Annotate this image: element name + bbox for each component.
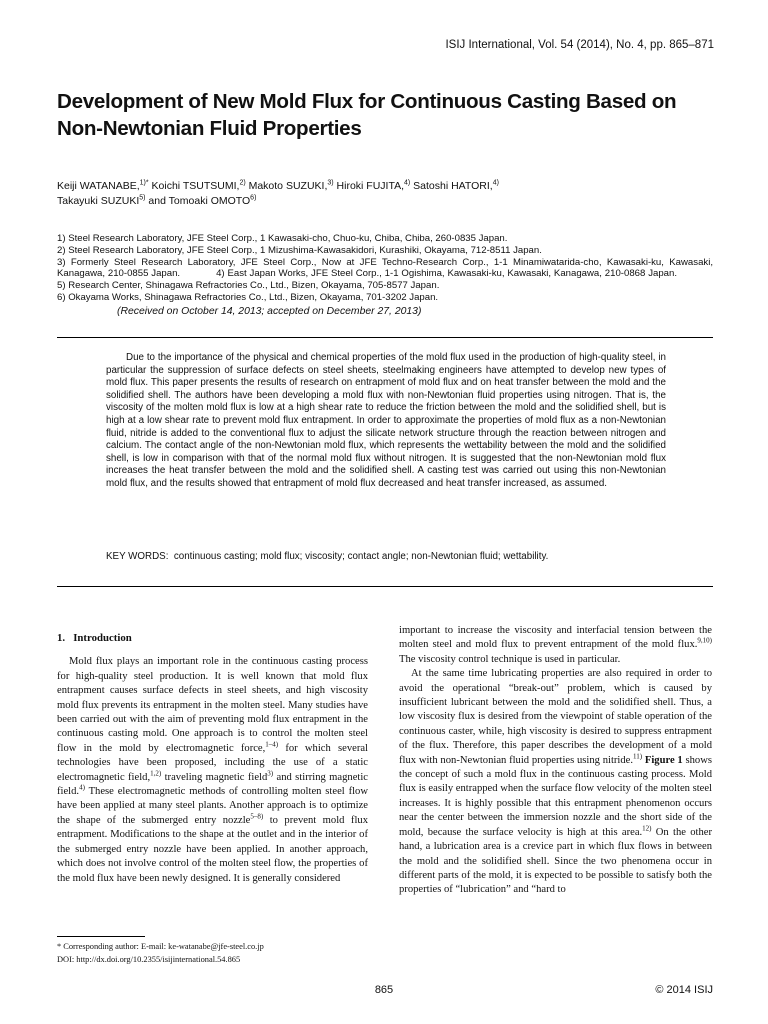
received-dates: (Received on October 14, 2013; accepted on December 27, 2013) xyxy=(117,306,422,317)
paragraph-text: At the same time lubricating properties are also required in order to avoid the operational “break-out” problem, which is caused by insufficient lubricant between the mold and the solidified shell. Thus, a low viscosity flux is desired from the viewpoint of stable operation of the continuous caster, while, high viscosity is desired to suppress entrapment of the flux. Therefore, this paper describes the development of a mold flux with non-Newtonian fluid properties using nitride. xyxy=(399,668,712,766)
journal-reference: ISIJ International, Vol. 54 (2014), No. 4, pp. 865–871 xyxy=(445,39,714,51)
paragraph-text: The viscosity control technique is used in particular. xyxy=(399,653,621,665)
paragraph-text: to prevent mold flux entrapment. Modifications to the shape at the outlet and in the interior of the submerged entry nozzle have been applied. In another approach, which does not involve control of the molten steel flow, the properties of the mold flux have been newly designed. It is generally considered xyxy=(57,814,368,884)
author-name: and Tomoaki OMOTO xyxy=(145,194,251,207)
corresponding-author-note: * Corresponding author: E-mail: ke-watanabe@jfe-steel.co.jp xyxy=(57,942,264,951)
body-paragraph xyxy=(399,624,712,667)
author-affiliation-mark: 4) xyxy=(492,179,499,187)
author-name: Keiji WATANABE, xyxy=(57,180,140,192)
author-name: Hiroki FUJITA, xyxy=(333,180,404,192)
section-heading-introduction: 1. Introduction xyxy=(57,632,132,644)
abstract-bottom-rule xyxy=(57,586,713,587)
keywords-text: continuous casting; mold flux; viscosity; contact angle; non-Newtonian fluid; wettability. xyxy=(173,551,549,562)
citation: 12) xyxy=(642,824,652,833)
paper-title: Development of New Mold Flux for Continuous Casting Based on Non-Newtonian Fluid Properties xyxy=(57,90,677,140)
abstract: Due to the importance of the physical and chemical properties of the mold flux used in the production of high-quality steel, in particular the suppression of surface defects on steel sheets, steelmaking engineers have attempted to develop new types of mold flux. This paper presents the results of research on entrapment of mold flux and on heat transfer between the mold and the solidified shell. The authors have been developing a mold flux with non-Newtonian fluid properties using nitrogen. That is, the viscosity of the molten mold flux is low at a high shear rate to reduce the friction between the mold and the solidified shell, but is high at a low shear rate to prevent mold flux entrapment. In order to approximate the properties of mold flux as a non-Newtonian fluid, nitride is added to the conventional flux to adjust the silicate network structure through the reaction between nitrogen and calcium. The contact angle of the non-Newtonian mold flux, which represents the wettability between the mold and the solidified shell, is low in comparison with that of the normal mold flux without nitrogen. It is suggested that the non-Newtonian mold flux increases the heat transfer between the mold and the solidified shell. A casting test was carried out using this non-Newtonian mold flux, and the results showed that entrapment of mold flux decreased and heat transfer increased, as assumed. xyxy=(106,352,666,489)
citation: 1,2) xyxy=(150,769,162,778)
affiliation: 1) Steel Research Laboratory, JFE Steel Corp., 1 Kawasaki-cho, Chuo-ku, Chiba, Chiba, 260-0835 Japan. xyxy=(57,233,508,244)
citation: 4) xyxy=(79,783,85,792)
footnotes xyxy=(57,940,368,966)
affiliation xyxy=(57,257,713,292)
paragraph-text: and stirring magnetic field. xyxy=(57,771,369,798)
paragraph-text: shows the concept of such a mold flux in the continuous casting process. Mold flux is easily entrapped when the surface flow velocity of the molten steel increases. It is highly possible that this entrapment phenomenon occurs near the center between the immersion nozzle and the short side of the mold, because the surface velocity is high at this area. xyxy=(399,754,713,838)
author-name: Takayuki SUZUKI xyxy=(57,194,140,207)
copyright: © 2014 ISIJ xyxy=(655,984,713,996)
keywords-label: KEY WORDS: xyxy=(106,551,169,562)
figure-reference[interactable]: Figure 1 xyxy=(642,754,683,766)
paragraph-text: for which several technologies have been proposed, including the use of a static electromagnetic field, xyxy=(57,742,368,783)
body-paragraph xyxy=(399,667,712,898)
paragraph-text: Mold flux plays an important role in the continuous casting process for high-quality steel production. It is well known that mold flux entrapment causes surface defects in steel sheets, and high viscosity mold flux prevents its entrapment in the molten steel. Many studies have been carried out with the aim of preventing mold flux entrapment in the continuous casting mold. One approach is to control the molten steel flow in the mold by electromagnetic force, xyxy=(57,656,368,754)
affiliation: 2) Steel Research Laboratory, JFE Steel Corp., 1 Mizushima-Kawasakidori, Kurashiki, Okayama, 712-8511 Japan. xyxy=(57,244,542,256)
author-name: Satoshi HATORI, xyxy=(410,180,493,192)
author-affiliation-mark: 4) xyxy=(404,179,411,187)
citation: 3) xyxy=(267,769,274,778)
author-affiliation-mark: 5) xyxy=(139,194,146,201)
author-name: Makoto SUZUKI, xyxy=(245,180,328,192)
paragraph-text: These electromagnetic methods of controlling molten steel flow have been applied at many steel plants. Another approach is to optimize the shape of the submerged entry nozzle xyxy=(57,786,368,826)
affiliation: 6) Okayama Works, Shinagawa Refractories Co., Ltd., Bizen, Okayama, 701-3202 Japan. xyxy=(57,291,439,303)
left-column xyxy=(57,631,368,886)
footnote-rule xyxy=(57,936,145,937)
citation: 1–4) xyxy=(265,740,279,749)
keywords xyxy=(106,551,666,562)
abstract-top-rule xyxy=(57,337,713,338)
citation: 11) xyxy=(633,752,643,761)
author-affiliation-mark: 2) xyxy=(239,179,246,187)
citation: 5–8) xyxy=(250,812,264,821)
affiliation-text: 4) East Japan Works, JFE Steel Corp., 1-1 Ogishima, Kawasaki-ku, Kawasaki, Kanagawa, 210-0868 Japan. xyxy=(216,268,678,280)
paragraph-text: traveling magnetic field xyxy=(161,771,268,783)
citation: 9,10) xyxy=(697,636,712,645)
right-column xyxy=(399,624,712,898)
doi-note[interactable]: DOI: http://dx.doi.org/10.2355/isijinternational.54.865 xyxy=(57,955,241,964)
affiliation-text: 3) Formerly Steel Research Laboratory, JFE Steel Corp., Now at JFE Techno-Research Corp., 1-1 Minamiwatarida-cho, Kawasaki-ku, Kawasaki, Kanagawa, 210-0855 Japan. xyxy=(57,256,713,280)
body-paragraph xyxy=(57,655,368,886)
author-affiliation-mark: 1)* xyxy=(139,179,149,187)
author-affiliation-mark: 3) xyxy=(327,179,334,187)
page-number: 865 xyxy=(374,984,394,996)
paragraph-text: On the other hand, a lubrication area is a crevice part in which flux flows in between the mold and the solidified shell. Since the two phenomena occur in different parts of the mold, it is expected to be possible to satisfy both the properties of “lubrication” and “hard to xyxy=(399,826,712,896)
affiliations xyxy=(57,233,713,304)
paragraph-text: important to increase the viscosity and interfacial tension between the molten steel and mold flux to prevent entrapment of the mold flux. xyxy=(399,625,712,651)
affiliation-text: 5) Research Center, Shinagawa Refractories Co., Ltd., Bizen, Okayama, 705-8577 Japan. xyxy=(57,280,440,292)
author-affiliation-mark: 6) xyxy=(250,194,257,201)
author-name: Koichi TSUTSUMI, xyxy=(148,180,240,192)
author-list xyxy=(57,179,717,208)
